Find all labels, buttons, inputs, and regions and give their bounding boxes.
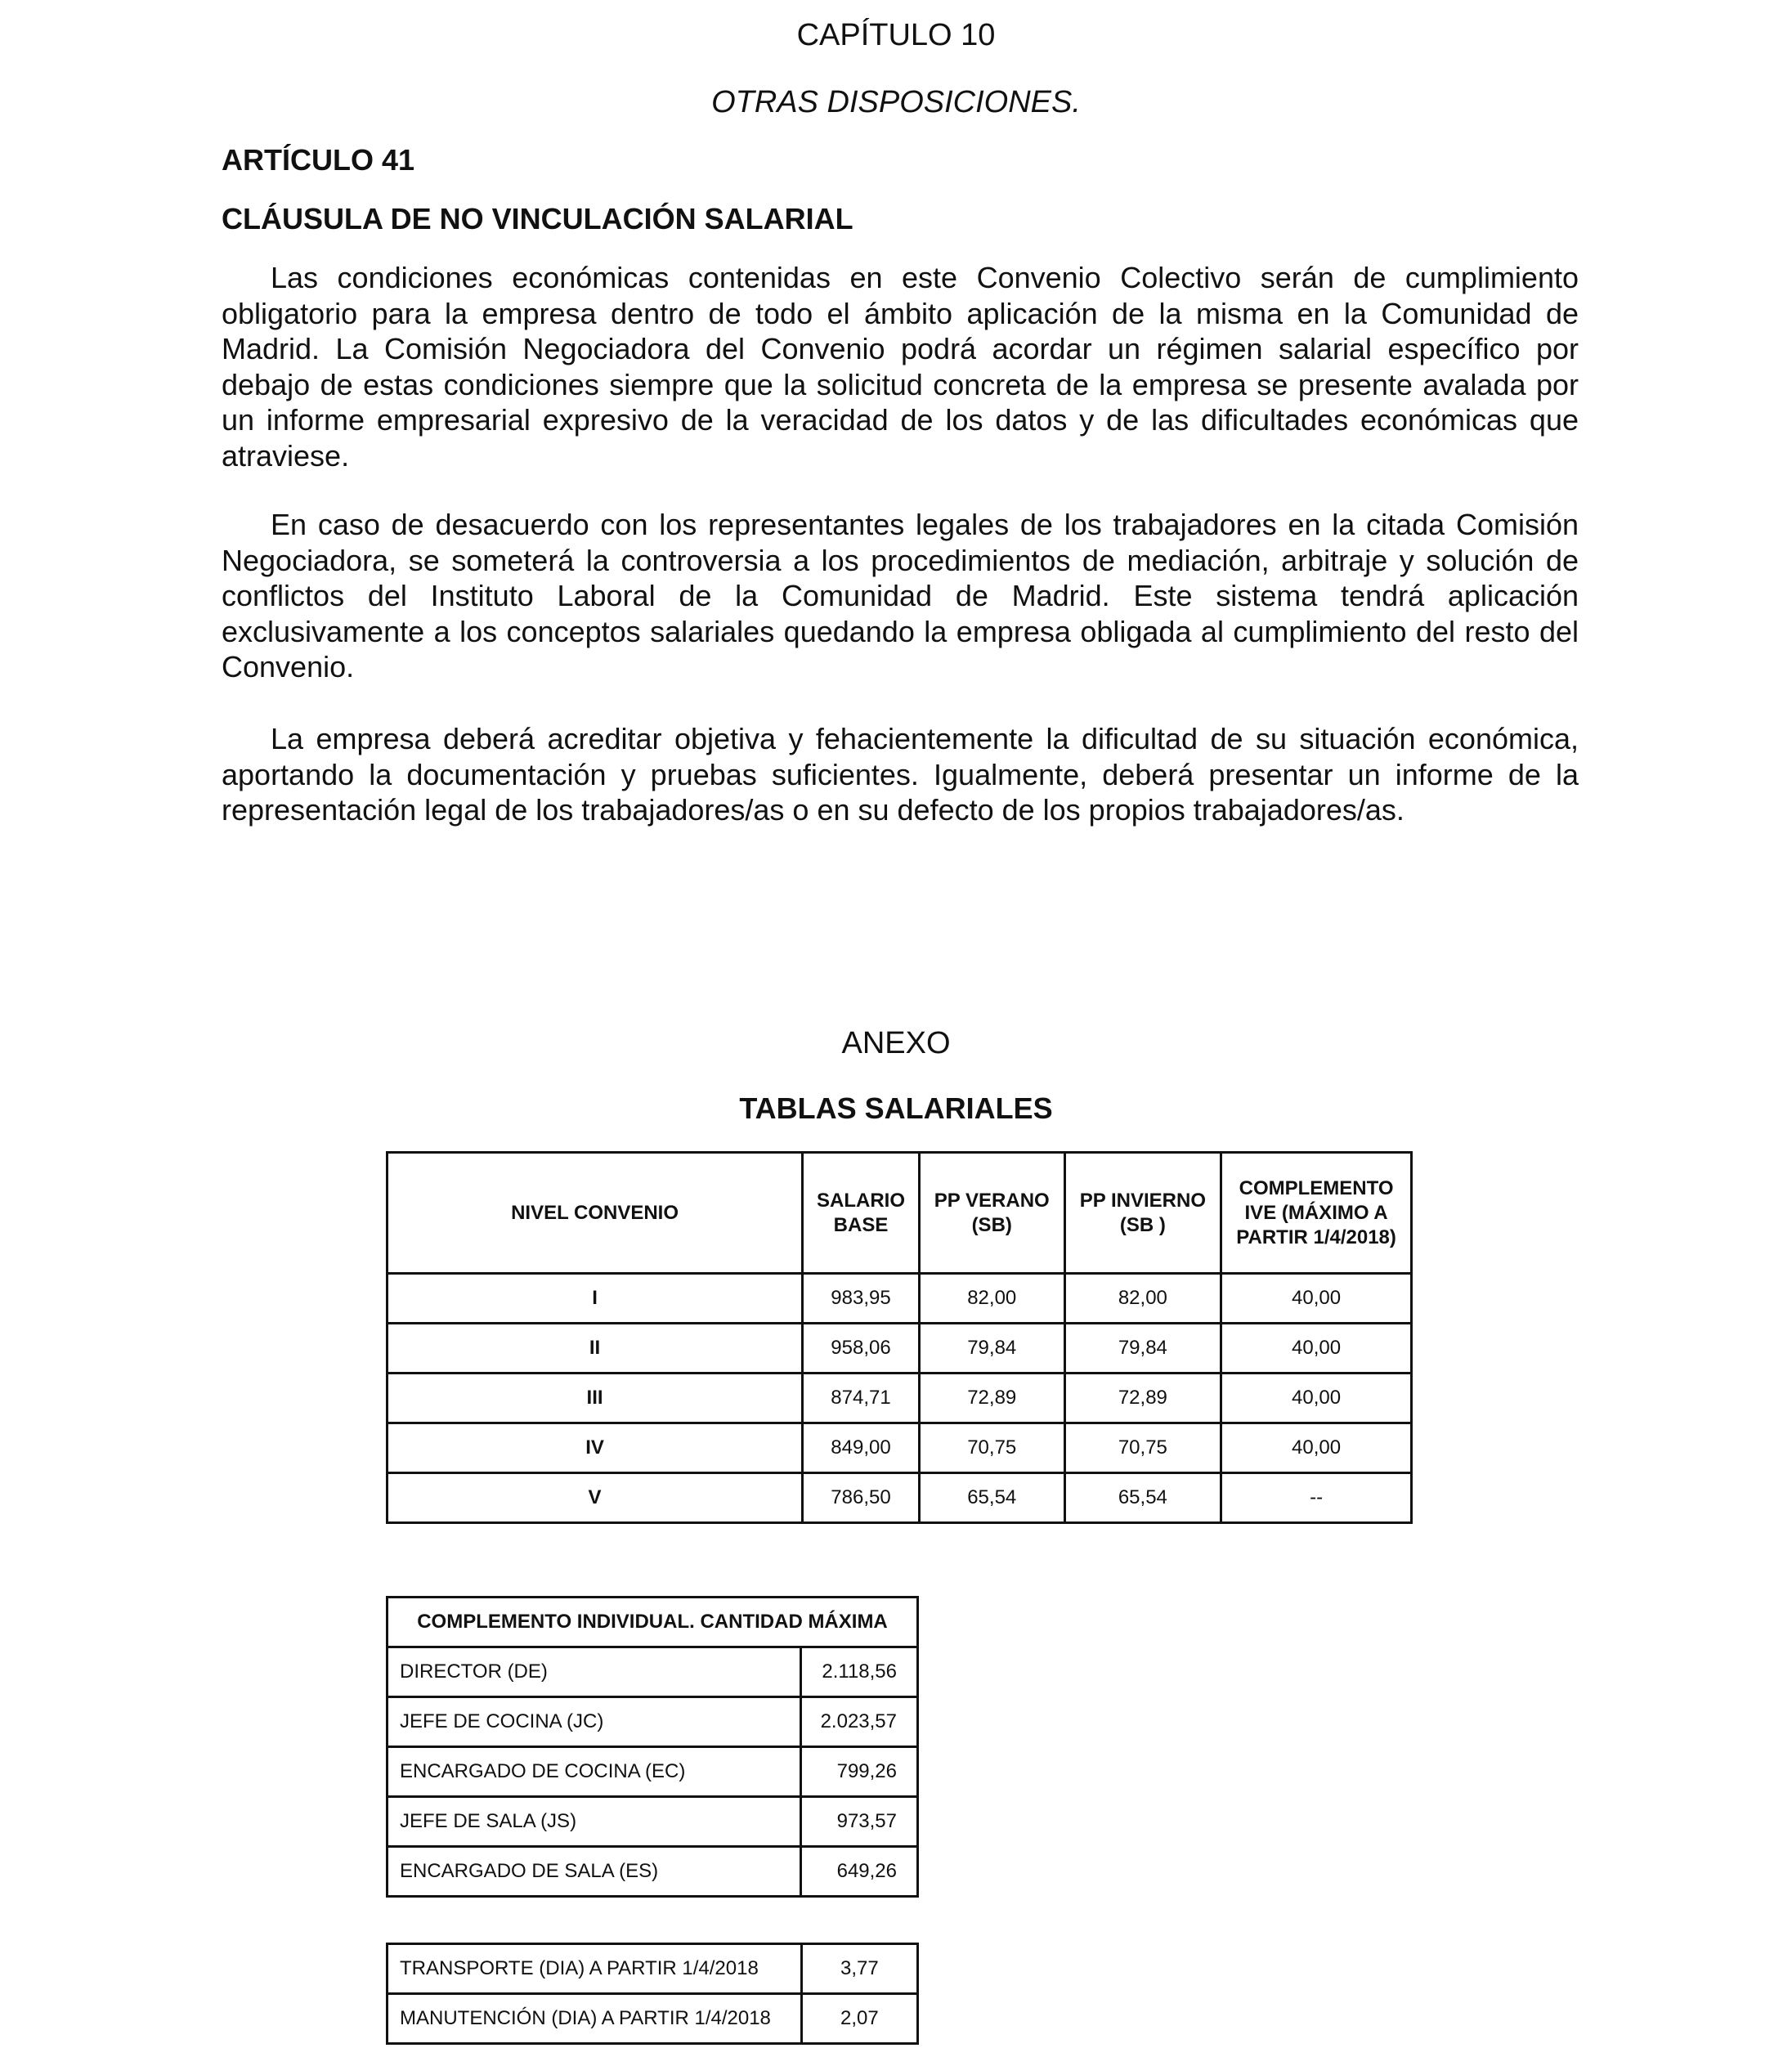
- table-row: [388, 1797, 918, 1847]
- chapter-title: CAPÍTULO 10: [796, 18, 996, 52]
- article-paragraph: En caso de desacuerdo con los representantes legales de los trabajadores en la citada Comisión Negociadora, se someterá la controversia a los procedimientos de mediación, arbitraje y solución de conflictos del Instituto Laboral de la Comunidad de Madrid. Este sistema tendrá aplicación exclusivamente a los conceptos salariales quedando la empresa obligada al cumplimiento del resto del Convenio.: [222, 508, 1579, 683]
- table-row: [388, 1944, 918, 1994]
- table-row: [388, 1374, 1412, 1423]
- table-cell: 70,75: [919, 1423, 1064, 1473]
- amount-cell: 973,57: [801, 1797, 918, 1847]
- complement-table: [386, 1596, 919, 1898]
- amount-cell: 3,77: [801, 1944, 917, 1994]
- table-row: [388, 1423, 1412, 1473]
- table-cell: 72,89: [919, 1374, 1064, 1423]
- article-title: CLÁUSULA DE NO VINCULACIÓN SALARIAL: [222, 202, 853, 235]
- complement-header: COMPLEMENTO INDIVIDUAL. CANTIDAD MÁXIMA: [388, 1598, 918, 1647]
- article-number: ARTÍCULO 41: [222, 143, 415, 177]
- table-row: [388, 1473, 1412, 1523]
- table-cell: 40,00: [1221, 1274, 1412, 1324]
- table-row: [388, 1324, 1412, 1374]
- table-cell: 849,00: [803, 1423, 920, 1473]
- table-row: [388, 1994, 918, 2044]
- table-cell: 72,89: [1064, 1374, 1221, 1423]
- column-header: SALARIO BASE: [803, 1153, 920, 1274]
- article-paragraph: La empresa deberá acreditar objetiva y fehacientemente la dificultad de su situación económica, aportando la documentación y pruebas suficientes. Igualmente, deberá presentar un informe de la representación legal de los trabajadores/as o en su defecto de los propios trabajadores/as.: [222, 722, 1579, 827]
- allowance-cell: TRANSPORTE (DIA) A PARTIR 1/4/2018: [388, 1944, 802, 1994]
- table-cell: 65,54: [1064, 1473, 1221, 1523]
- level-cell: V: [388, 1473, 803, 1523]
- position-cell: ENCARGADO DE COCINA (EC): [388, 1747, 801, 1797]
- level-cell: III: [388, 1374, 803, 1423]
- table-row: [388, 1697, 918, 1747]
- amount-cell: 2,07: [801, 1994, 917, 2044]
- position-cell: ENCARGADO DE SALA (ES): [388, 1847, 801, 1897]
- amount-cell: 649,26: [801, 1847, 918, 1897]
- table-cell: 82,00: [1064, 1274, 1221, 1324]
- table-cell: 70,75: [1064, 1423, 1221, 1473]
- table-cell: 874,71: [803, 1374, 920, 1423]
- table-row: [388, 1847, 918, 1897]
- table-cell: --: [1221, 1473, 1412, 1523]
- table-row: [388, 1747, 918, 1797]
- table-row: [388, 1274, 1412, 1324]
- table-cell: 958,06: [803, 1324, 920, 1374]
- allowance-cell: MANUTENCIÓN (DIA) A PARTIR 1/4/2018: [388, 1994, 802, 2044]
- column-header: PP VERANO (SB): [919, 1153, 1064, 1274]
- annex-label: ANEXO: [841, 1026, 951, 1060]
- position-cell: JEFE DE COCINA (JC): [388, 1697, 801, 1747]
- allowance-table: [386, 1943, 919, 2045]
- amount-cell: 2.118,56: [801, 1647, 918, 1697]
- table-cell: 40,00: [1221, 1324, 1412, 1374]
- table-cell: 79,84: [919, 1324, 1064, 1374]
- table-header-row: [388, 1153, 1412, 1274]
- level-cell: I: [388, 1274, 803, 1324]
- table-cell: 65,54: [919, 1473, 1064, 1523]
- annex-title: TABLAS SALARIALES: [739, 1091, 1053, 1125]
- column-header: COMPLEMENTO IVE (MÁXIMO A PARTIR 1/4/2018): [1221, 1153, 1412, 1274]
- table-row: [388, 1647, 918, 1697]
- table-cell: 40,00: [1221, 1423, 1412, 1473]
- position-cell: JEFE DE SALA (JS): [388, 1797, 801, 1847]
- level-cell: II: [388, 1324, 803, 1374]
- amount-cell: 2.023,57: [801, 1697, 918, 1747]
- column-header: PP INVIERNO (SB ): [1064, 1153, 1221, 1274]
- table-header-row: [388, 1598, 918, 1647]
- amount-cell: 799,26: [801, 1747, 918, 1797]
- table-cell: 82,00: [919, 1274, 1064, 1324]
- table-cell: 786,50: [803, 1473, 920, 1523]
- table-cell: 79,84: [1064, 1324, 1221, 1374]
- salary-table: [386, 1151, 1413, 1524]
- column-header: NIVEL CONVENIO: [388, 1153, 803, 1274]
- table-cell: 40,00: [1221, 1374, 1412, 1423]
- position-cell: DIRECTOR (DE): [388, 1647, 801, 1697]
- article-paragraph: Las condiciones económicas contenidas en este Convenio Colectivo serán de cumplimiento obligatorio para la empresa dentro de todo el ámbito aplicación de la misma en la Comunidad de Madrid. La Comisión Negociadora del Convenio podrá acordar un régimen salarial específico por debajo de estas condiciones siempre que la solicitud concreta de la empresa se presente avalada por un informe empresarial expresivo de la veracidad de los datos y de las dificultades económicas que atraviese.: [222, 261, 1579, 473]
- level-cell: IV: [388, 1423, 803, 1473]
- table-cell: 983,95: [803, 1274, 920, 1324]
- chapter-subtitle: OTRAS DISPOSICIONES.: [711, 85, 1081, 119]
